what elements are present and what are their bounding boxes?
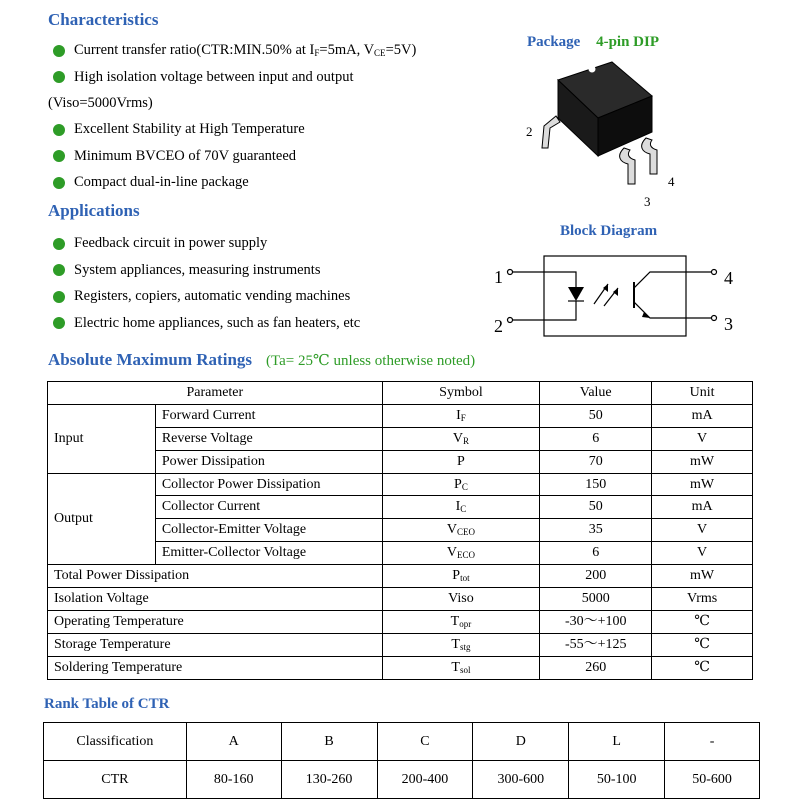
unit-cell: ℃	[652, 610, 753, 633]
symbol-cell: $P_C$	[382, 473, 540, 496]
unit-cell: V	[652, 542, 753, 565]
block-pin-1-label: 1	[494, 267, 503, 287]
symbol-cell: Viso	[382, 588, 540, 611]
list-item: Compact dual-in-line package	[50, 169, 305, 196]
table-row	[48, 633, 753, 656]
unit-cell: ℃	[652, 633, 753, 656]
block-diagram-package-outline	[544, 256, 686, 336]
list-item: Excellent Stability at High Temperature	[50, 116, 305, 143]
group-input: Input	[48, 404, 156, 473]
bullet-icon	[53, 71, 65, 83]
block-pin-3-label: 3	[724, 314, 733, 334]
package-pin-4-label: 4	[668, 174, 675, 189]
block-diagram	[490, 248, 750, 340]
param-cell: Total Power Dissipation	[48, 565, 383, 588]
package-pin-2-label: 2	[526, 124, 533, 139]
value-cell: -30～+100	[540, 610, 652, 633]
ctr-cell: 200-400	[377, 761, 473, 799]
unit-cell: mA	[652, 404, 753, 427]
unit-cell: mA	[652, 496, 753, 519]
param-cell: Soldering Temperature	[48, 656, 383, 679]
list-item: Electric home appliances, such as fan heaters, etc	[50, 310, 360, 337]
header-unit: Unit	[652, 382, 753, 405]
characteristics-heading: Characteristics	[48, 10, 159, 29]
group-output: Output	[48, 473, 156, 565]
value-cell: 70	[540, 450, 652, 473]
class-cell: -	[665, 723, 760, 761]
class-cell: L	[569, 723, 665, 761]
value-cell: 50	[540, 404, 652, 427]
header-value: Value	[540, 382, 652, 405]
list-item: Registers, copiers, automatic vending machines	[50, 283, 360, 310]
value-cell: 5000	[540, 588, 652, 611]
ctr-cell: 50-100	[569, 761, 665, 799]
symbol-cell: $I_F$	[382, 404, 540, 427]
list-item-continuation: (Viso=5000Vrms)	[48, 95, 153, 111]
pin-1-terminal	[508, 270, 513, 275]
package-label: Package	[527, 34, 581, 50]
symbol-cell: $V_{ECO}$	[382, 542, 540, 565]
rank-label-ctr: CTR	[44, 761, 187, 799]
unit-cell: ℃	[652, 656, 753, 679]
applications-heading: Applications	[48, 201, 140, 220]
rank-table-heading: Rank Table of CTR	[44, 696, 170, 712]
table-row	[48, 404, 753, 427]
unit-cell: mW	[652, 565, 753, 588]
package-caption	[527, 34, 659, 51]
block-diagram-heading: Block Diagram	[560, 223, 658, 239]
unit-cell: mW	[652, 450, 753, 473]
ratings-table	[47, 381, 753, 680]
table-row	[48, 656, 753, 679]
pin-2-terminal	[508, 318, 513, 323]
symbol-cell: $V_{CEO}$	[382, 519, 540, 542]
param-cell: Storage Temperature	[48, 633, 383, 656]
block-pin-2-label: 2	[494, 316, 503, 336]
param-cell: Collector Power Dissipation	[155, 473, 382, 496]
bullet-icon	[53, 45, 65, 57]
table-row	[44, 723, 760, 761]
package-illustration	[520, 56, 710, 216]
unit-cell: V	[652, 519, 753, 542]
table-row	[48, 473, 753, 496]
list-item: Minimum BVCEO of 70V guaranteed	[50, 143, 305, 170]
unit-cell: mW	[652, 473, 753, 496]
header-parameter: Parameter	[48, 382, 383, 405]
characteristics-list-cont	[50, 116, 305, 196]
value-cell: 35	[540, 519, 652, 542]
header-symbol: Symbol	[382, 382, 540, 405]
param-cell: Collector-Emitter Voltage	[155, 519, 382, 542]
param-cell: Reverse Voltage	[155, 427, 382, 450]
package-value: 4-pin DIP	[596, 34, 660, 50]
table-row	[44, 761, 760, 799]
ctr-cell: 80-160	[186, 761, 281, 799]
bullet-icon	[53, 150, 65, 162]
bullet-icon	[53, 177, 65, 189]
bullet-icon	[53, 317, 65, 329]
pin-4-terminal	[712, 270, 717, 275]
class-cell: B	[281, 723, 377, 761]
class-cell: A	[186, 723, 281, 761]
param-cell: Operating Temperature	[48, 610, 383, 633]
value-cell: 260	[540, 656, 652, 679]
table-row	[48, 588, 753, 611]
unit-cell: Vrms	[652, 588, 753, 611]
bullet-icon	[53, 124, 65, 136]
led-diode-symbol	[568, 287, 584, 301]
ratings-heading: Absolute Maximum Ratings	[48, 350, 253, 369]
list-item: Current transfer ratio(CTR:MIN.50% at $I_F=5mA$, $V_{CE}=5V$)	[50, 37, 416, 64]
param-cell: Power Dissipation	[155, 450, 382, 473]
symbol-cell: $P_{tot}$	[382, 565, 540, 588]
symbol-cell: $T_{stg}$	[382, 633, 540, 656]
symbol-cell: $V_R$	[382, 427, 540, 450]
list-item: System appliances, measuring instruments	[50, 257, 360, 284]
table-header-row	[48, 382, 753, 405]
value-cell: 6	[540, 542, 652, 565]
transistor-emitter-arrow	[642, 312, 650, 318]
ctr-cell: 300-600	[473, 761, 569, 799]
class-cell: C	[377, 723, 473, 761]
ratings-title	[48, 350, 475, 370]
bullet-icon	[53, 238, 65, 250]
param-cell: Emitter-Collector Voltage	[155, 542, 382, 565]
rank-label-classification: Classification	[44, 723, 187, 761]
ratings-note: (Ta= 25℃ unless otherwise noted)	[266, 353, 476, 369]
value-cell: 200	[540, 565, 652, 588]
bullet-icon	[53, 264, 65, 276]
value-cell: 6	[540, 427, 652, 450]
table-row	[48, 610, 753, 633]
param-cell: Collector Current	[155, 496, 382, 519]
symbol-cell: $I_C$	[382, 496, 540, 519]
package-pin-3-label: 3	[644, 194, 651, 209]
value-cell: -55～+125	[540, 633, 652, 656]
pin-3-terminal	[712, 316, 717, 321]
symbol-cell: $T_{sol}$	[382, 656, 540, 679]
ctr-cell: 50-600	[665, 761, 760, 799]
table-row	[48, 565, 753, 588]
param-cell: Forward Current	[155, 404, 382, 427]
class-cell: D	[473, 723, 569, 761]
characteristics-list	[50, 37, 416, 90]
applications-list	[50, 230, 360, 336]
param-cell: Isolation Voltage	[48, 588, 383, 611]
symbol-cell: P	[382, 450, 540, 473]
unit-cell: V	[652, 427, 753, 450]
value-cell: 50	[540, 496, 652, 519]
value-cell: 150	[540, 473, 652, 496]
list-item: High isolation voltage between input and output	[50, 64, 416, 91]
bullet-icon	[53, 291, 65, 303]
block-pin-4-label: 4	[724, 268, 733, 288]
ctr-cell: 130-260	[281, 761, 377, 799]
rank-table	[43, 722, 760, 799]
symbol-cell: $T_{opr}$	[382, 610, 540, 633]
list-item: Feedback circuit in power supply	[50, 230, 360, 257]
